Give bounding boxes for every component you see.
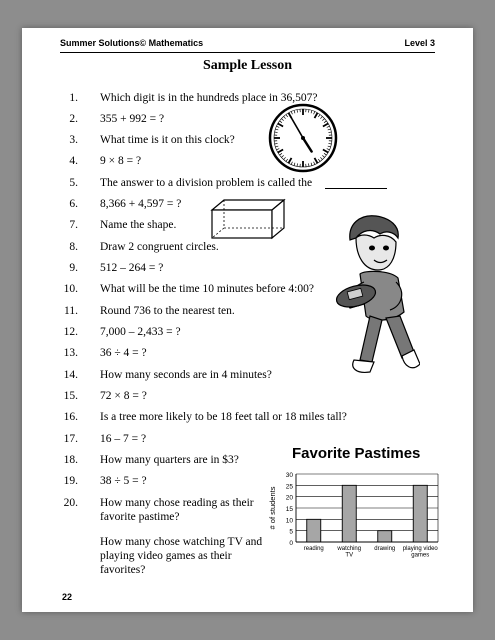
rectangular-prism-shape — [210, 198, 286, 240]
question-number: 10. — [63, 283, 78, 295]
bar-chart-svg — [266, 466, 441, 576]
x-tick-label-line: playing video — [402, 546, 438, 552]
question-number: 12. — [63, 326, 78, 338]
question-number: 20. — [63, 497, 78, 509]
clock-icon — [268, 103, 338, 173]
question-text: 36 ÷ 4 = ? — [100, 347, 147, 359]
y-tick-label: 20 — [285, 494, 293, 502]
question-number: 1. — [69, 92, 78, 104]
question-number: 18. — [63, 454, 78, 466]
x-tick-label-line: games — [411, 552, 430, 559]
x-tick-label-line: watching — [337, 546, 362, 552]
question-number: 7. — [69, 219, 78, 231]
question-text: 8,366 + 4,597 = ? — [100, 198, 182, 210]
question-text: 355 + 992 = ? — [100, 113, 165, 125]
question-text: 9 × 8 = ? — [100, 155, 142, 167]
question-text: What will be the time 10 minutes before 4:00? — [100, 283, 314, 295]
header-rule — [60, 52, 435, 53]
x-tick-label — [374, 546, 395, 552]
question-text: The answer to a division problem is called the — [100, 177, 313, 189]
x-tick-label-line: TV — [345, 552, 354, 559]
y-tick-label: 10 — [285, 517, 293, 525]
question-number: 6. — [69, 198, 78, 210]
question-number: 4. — [69, 155, 78, 167]
question-text: Name the shape. — [100, 219, 177, 231]
question-number: 2. — [69, 113, 78, 125]
question-number: 19. — [63, 475, 78, 487]
y-tick-label: 30 — [285, 472, 293, 479]
header-level: Level 3 — [404, 38, 435, 48]
question-number: 3. — [69, 134, 78, 146]
question-text: Which digit is in the hundreds place in 36,507? — [100, 92, 318, 104]
bar-drawing — [378, 531, 392, 542]
bar-reading — [307, 519, 321, 542]
question-number: 17. — [63, 433, 78, 445]
question-number: 8. — [69, 241, 78, 253]
page-title: Sample Lesson — [202, 58, 293, 73]
question-text: 38 ÷ 5 = ? — [100, 475, 147, 487]
x-tick-label — [304, 546, 324, 552]
bar-watching-TV — [342, 485, 356, 542]
x-tick-label — [403, 546, 439, 559]
y-tick-label: 5 — [289, 528, 293, 536]
question-number: 5. — [69, 177, 78, 189]
bar-chart — [266, 466, 441, 581]
question-text: Round 736 to the nearest ten. — [100, 305, 235, 317]
y-axis-label: # of students — [268, 486, 277, 530]
y-tick-label: 15 — [285, 506, 293, 513]
question-text: How many chose reading as their favorite pastime? — [100, 497, 254, 523]
question-number: 9. — [69, 262, 78, 274]
x-tick-label-line: reading — [303, 546, 324, 552]
y-tick-label: 0 — [289, 540, 293, 547]
question-number: 11. — [64, 305, 78, 317]
question-text: 16 – 7 = ? — [100, 433, 147, 445]
question-text: 512 – 264 = ? — [100, 262, 164, 274]
question-text: What time is it on this clock? — [100, 134, 235, 146]
question-text: 7,000 – 2,433 = ? — [100, 326, 181, 338]
question-number: 15. — [63, 390, 78, 402]
boy-gaming-illustration — [320, 212, 420, 382]
x-tick-label — [336, 546, 361, 559]
bar-playing-video-games — [413, 485, 427, 542]
question-number: 16. — [63, 411, 78, 423]
question-text: 72 × 8 = ? — [100, 390, 147, 402]
answer-blank[interactable] — [325, 178, 387, 189]
question-text: How many seconds are in 4 minutes? — [100, 369, 272, 381]
question-number: 14. — [63, 369, 78, 381]
question-20b-text: How many chose watching TV and playing video games as their favorites? — [100, 536, 263, 576]
y-tick-label: 25 — [285, 483, 293, 491]
header-book-title: Summer Solutions© Mathematics — [60, 38, 204, 48]
question-text: How many quarters are in $3? — [100, 454, 239, 466]
worksheet-page — [22, 28, 473, 612]
question-number: 13. — [63, 347, 78, 359]
question-text: Draw 2 congruent circles. — [100, 241, 219, 253]
x-tick-label-line: drawing — [374, 546, 396, 552]
question-text: Is a tree more likely to be 18 feet tall or 18 miles tall? — [100, 411, 347, 423]
page-number: 22 — [62, 592, 73, 602]
chart-title: Favorite Pastimes — [292, 445, 421, 462]
